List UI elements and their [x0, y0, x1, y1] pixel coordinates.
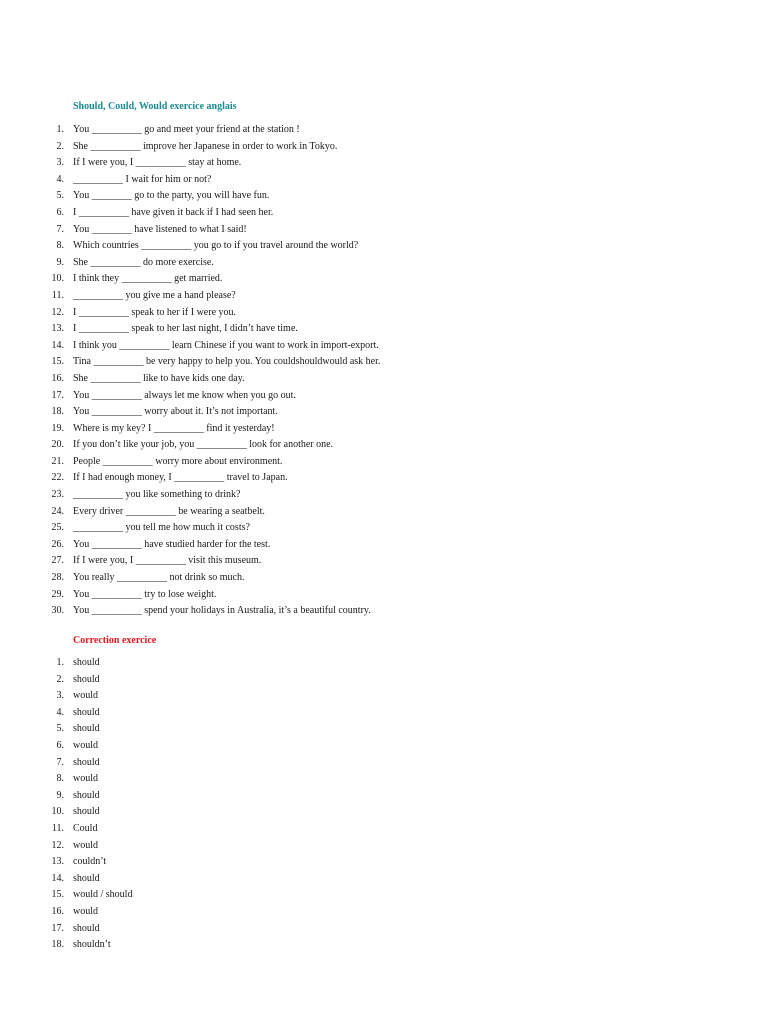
item-text: If you don’t like your job, you __________ look for another one. — [73, 439, 334, 451]
item-number: 10. — [51, 273, 64, 285]
item-text: You really __________ not drink so much. — [73, 572, 245, 584]
item-number: 11. — [51, 289, 64, 301]
item-text: shouldn’t — [73, 939, 111, 951]
item-number: 6. — [56, 206, 64, 218]
item-text: __________ you like something to drink? — [73, 489, 241, 501]
item-number: 21. — [51, 455, 64, 467]
item-number: 5. — [56, 723, 64, 735]
item-text: should — [73, 706, 100, 718]
item-text: should — [73, 789, 100, 801]
item-text: I think you __________ learn Chinese if you want to work in import-export. — [73, 339, 379, 351]
item-number: 16. — [51, 372, 64, 384]
item-text: would — [73, 773, 98, 785]
item-number: 6. — [56, 739, 64, 751]
item-text: I __________ speak to her if I were you. — [73, 306, 237, 318]
item-text: She __________ improve her Japanese in order to work in Tokyo. — [73, 140, 338, 152]
item-text: If I were you, I __________ stay at home. — [73, 157, 242, 169]
item-number: 2. — [56, 673, 64, 685]
item-text: You __________ go and meet your friend at the station ! — [73, 124, 300, 135]
item-number: 4. — [56, 706, 64, 718]
item-number: 27. — [51, 555, 64, 567]
item-text: __________ I wait for him or not? — [73, 173, 212, 185]
item-number: 12. — [51, 306, 64, 318]
item-text: couldn’t — [73, 856, 107, 868]
item-number: 20. — [51, 439, 64, 451]
item-text: She __________ like to have kids one day. — [73, 372, 245, 384]
item-number: 11. — [51, 822, 64, 834]
item-number: 19. — [51, 422, 64, 434]
item-text: You __________ spend your holidays in Australia, it’s a beautiful country. — [73, 605, 371, 617]
item-text: would — [73, 690, 98, 702]
item-text: I __________ have given it back if I had seen her. — [73, 206, 274, 218]
item-text: You __________ try to lose weight. — [73, 588, 217, 600]
item-text: would — [73, 839, 98, 851]
item-text: You __________ worry about it. It’s not important. — [73, 406, 278, 418]
item-number: 5. — [56, 190, 64, 202]
item-number: 17. — [51, 389, 64, 401]
item-number: 23. — [51, 489, 64, 501]
item-text: You ________ have listened to what I said! — [73, 223, 247, 235]
item-number: 15. — [51, 889, 64, 901]
item-text: should — [73, 922, 100, 934]
item-number: 8. — [56, 240, 64, 252]
item-number: 17. — [51, 922, 64, 934]
item-text: You __________ have studied harder for the test. — [73, 538, 271, 550]
item-number: 3. — [56, 690, 64, 702]
item-number: 13. — [51, 856, 64, 868]
item-number: 29. — [51, 588, 64, 600]
item-number: 13. — [51, 323, 64, 335]
item-text: People __________ worry more about environment. — [73, 455, 283, 467]
item-text: should — [73, 657, 100, 668]
item-number: 26. — [51, 538, 64, 550]
item-number: 28. — [51, 572, 64, 584]
item-text: should — [73, 723, 100, 735]
item-number: 18. — [51, 939, 64, 951]
item-number: 12. — [51, 839, 64, 851]
item-text: Where is my key? I __________ find it yesterday! — [73, 422, 275, 434]
item-number: 9. — [56, 789, 64, 801]
item-number: 4. — [56, 173, 64, 185]
item-number: 9. — [56, 256, 64, 268]
item-text: Which countries __________ you go to if you travel around the world? — [73, 240, 359, 252]
item-number: 7. — [56, 223, 64, 235]
item-text: Could — [73, 822, 98, 834]
item-number: 7. — [56, 756, 64, 768]
item-text: You ________ go to the party, you will have fun. — [73, 190, 270, 202]
item-text: I think they __________ get married. — [73, 273, 223, 285]
item-number: 16. — [51, 905, 64, 917]
item-text: should — [73, 673, 100, 685]
item-number: 1. — [56, 657, 64, 668]
item-text: should — [73, 872, 100, 884]
item-text: would / should — [73, 889, 133, 901]
item-number: 15. — [51, 356, 64, 368]
item-number: 22. — [51, 472, 64, 484]
item-text: You __________ always let me know when you go out. — [73, 389, 296, 401]
item-text: I __________ speak to her last night, I didn’t have time. — [73, 323, 298, 335]
item-number: 8. — [56, 773, 64, 785]
item-number: 1. — [56, 124, 64, 135]
item-number: 2. — [56, 140, 64, 152]
item-text: She __________ do more exercise. — [73, 256, 214, 268]
item-text: If I had enough money, I __________ travel to Japan. — [73, 472, 288, 484]
item-text: Every driver __________ be wearing a seatbelt. — [73, 505, 265, 517]
item-number: 30. — [51, 605, 64, 617]
item-text: would — [73, 739, 98, 751]
item-text: If I were you, I __________ visit this museum. — [73, 555, 262, 567]
item-number: 3. — [56, 157, 64, 169]
exercise-title: Should, Could, Would exercice anglais — [73, 101, 237, 112]
item-number: 14. — [51, 339, 64, 351]
item-text: __________ you tell me how much it costs? — [73, 522, 250, 534]
item-text: should — [73, 756, 100, 768]
item-number: 14. — [51, 872, 64, 884]
item-text: would — [73, 905, 98, 917]
item-number: 18. — [51, 406, 64, 418]
item-number: 25. — [51, 522, 64, 534]
item-text: should — [73, 806, 100, 818]
item-text: Tina __________ be very happy to help you. You couldshouldwould ask her. — [73, 356, 381, 368]
correction-title: Correction exercice — [73, 635, 157, 646]
item-number: 10. — [51, 806, 64, 818]
item-text: __________ you give me a hand please? — [73, 289, 236, 301]
item-number: 24. — [51, 505, 64, 517]
